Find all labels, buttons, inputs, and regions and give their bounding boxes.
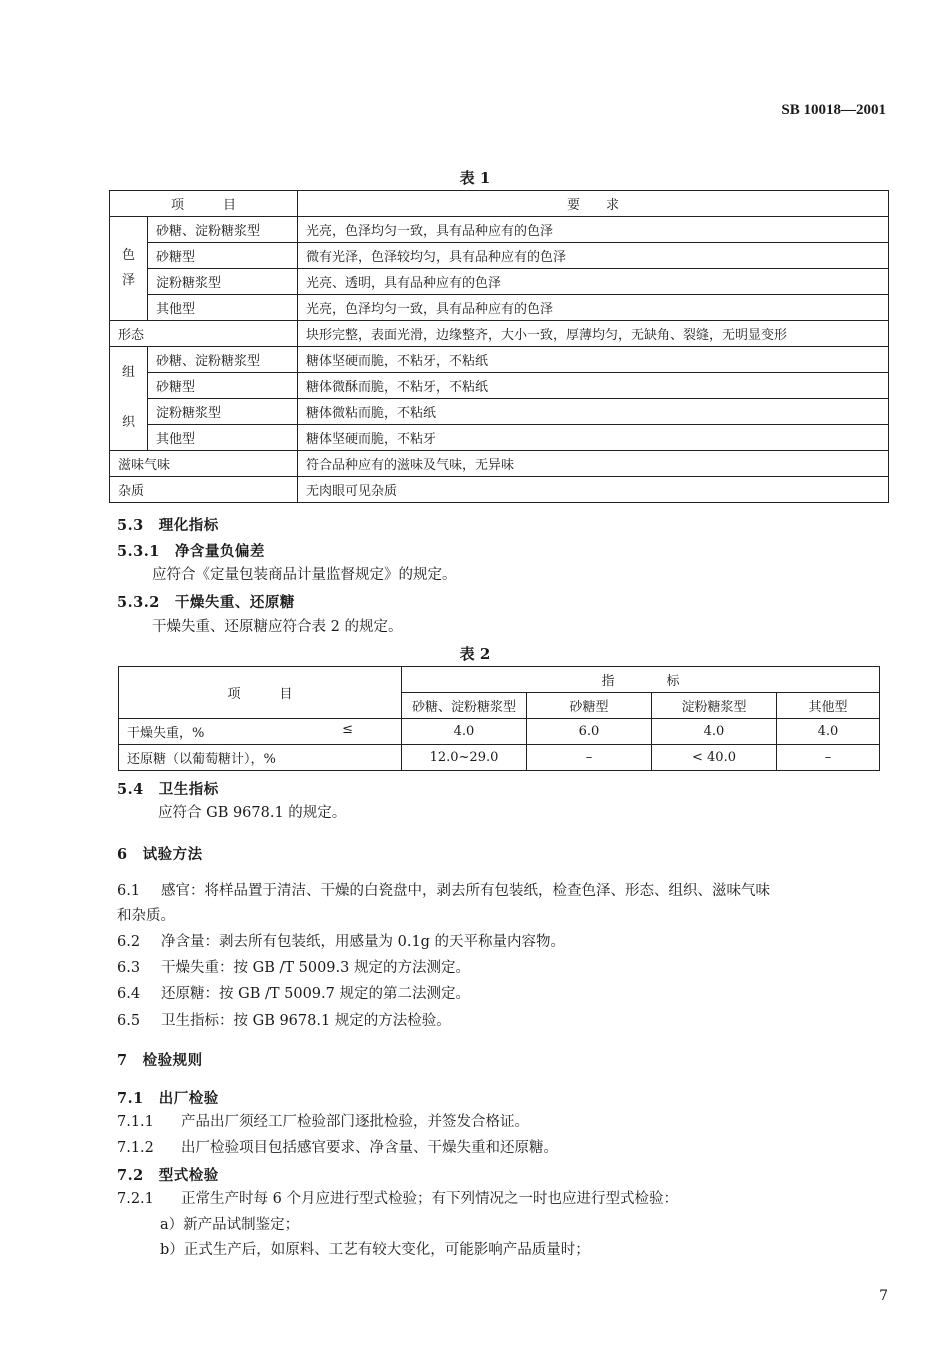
section-5-3-2-title: 5.3.2 干燥失重、还原糖: [117, 594, 295, 611]
section-6-4: [117, 983, 470, 1005]
section-5-4-text: 应符合 GB 9678.1 的规定。: [158, 805, 347, 821]
table1: [109, 190, 889, 503]
table-row: [110, 451, 889, 477]
section-6-1: [117, 880, 770, 902]
table-row: [110, 295, 889, 321]
table-cell: 糖体微酥而脆，不粘牙，不粘纸: [298, 373, 889, 399]
table1-caption: 表 1: [459, 169, 491, 187]
table-row: [110, 269, 889, 295]
clause-number: 7.1.2: [117, 1140, 154, 1156]
table-cell: 滋味气味: [110, 451, 298, 477]
section-6-1-cont: 和杂质。: [117, 908, 175, 924]
section-5-3-1-title: 5.3.1 净含量负偏差: [117, 543, 265, 560]
table-cell: [119, 745, 402, 771]
table-cell: 淀粉糖浆型: [148, 269, 298, 295]
group-label-texture: 组 织: [110, 347, 148, 451]
table2-col-head: 其他型: [777, 693, 880, 719]
row-label: 干燥失重，%: [127, 726, 205, 741]
section-5-3-title: 5.3 理化指标: [117, 517, 219, 534]
section-5-3-1-text: 应符合《定量包装商品计量监督规定》的规定。: [152, 567, 457, 583]
table-row: [110, 425, 889, 451]
clause-text: 出厂检验项目包括感官要求、净含量、干燥失重和还原糖。: [181, 1140, 558, 1156]
section-7-2-title: 7.2 型式检验: [117, 1167, 219, 1184]
table-cell: < 40.0: [652, 745, 777, 771]
section-7-2-1: [117, 1188, 678, 1210]
table-row: [110, 243, 889, 269]
clause-number: 6.4: [117, 986, 141, 1002]
table-cell: 其他型: [148, 425, 298, 451]
section-6-3: [117, 957, 470, 979]
table-cell: 砂糖、淀粉糖浆型: [148, 217, 298, 243]
table-cell: 4.0: [777, 719, 880, 745]
clause-number: 6.1: [117, 883, 141, 899]
table2-caption: 表 2: [459, 645, 491, 663]
table-cell: 杂质: [110, 477, 298, 503]
table-cell: 12.0~29.0: [402, 745, 527, 771]
table-cell: 砂糖型: [148, 243, 298, 269]
table-cell: 糖体微粘而脆，不粘纸: [298, 399, 889, 425]
table2-head-index: 指 标: [402, 667, 880, 693]
table1-head-item: 项 目: [110, 191, 298, 217]
section-6-5: [117, 1010, 451, 1032]
table-row: [110, 477, 889, 503]
table-cell: –: [777, 745, 880, 771]
clause-number: 7.2.1: [117, 1191, 154, 1207]
table-cell: 糖体坚硬而脆，不粘牙: [298, 425, 889, 451]
clause-number: 6.2: [117, 934, 141, 950]
table-cell: [119, 719, 402, 745]
table-row: [110, 217, 889, 243]
table-cell: 4.0: [652, 719, 777, 745]
table-row: [119, 719, 880, 745]
clause-text: 正常生产时每 6 个月应进行型式检验；有下列情况之一时也应进行型式检验：: [181, 1191, 678, 1207]
table-cell: 其他型: [148, 295, 298, 321]
table2-col-head: 砂糖、淀粉糖浆型: [402, 693, 527, 719]
clause-text: 产品出厂须经工厂检验部门逐批检验，并签发合格证。: [181, 1114, 529, 1130]
row-label: 还原糖（以葡萄糖计），%: [127, 752, 276, 767]
table-cell: 砂糖、淀粉糖浆型: [148, 347, 298, 373]
document-number: SB 10018—2001: [781, 102, 886, 118]
table1-header-row: [110, 191, 889, 217]
clause-text: 净含量：剥去所有包装纸，用感量为 0.1g 的天平称量内容物。: [161, 934, 566, 950]
section-7-title: 7 检验规则: [117, 1052, 203, 1069]
table2-col-head: 砂糖型: [527, 693, 652, 719]
table-cell: 淀粉糖浆型: [148, 399, 298, 425]
group-label-color: 色 泽: [110, 217, 148, 321]
clause-text: 卫生指标：按 GB 9678.1 规定的方法检验。: [161, 1013, 451, 1029]
table2-header-row: [119, 667, 880, 693]
section-5-3-2-text: 干燥失重、还原糖应符合表 2 的规定。: [152, 619, 403, 635]
section-6-title: 6 试验方法: [117, 846, 203, 863]
table-row: [110, 399, 889, 425]
table-cell: –: [527, 745, 652, 771]
clause-number: 6.5: [117, 1013, 141, 1029]
clause-text: 还原糖：按 GB /T 5009.7 规定的第二法测定。: [161, 986, 470, 1002]
table1-head-req: 要 求: [298, 191, 889, 217]
table-row: [110, 373, 889, 399]
clause-number: 7.1.1: [117, 1114, 154, 1130]
table-cell: 糖体坚硬而脆，不粘牙，不粘纸: [298, 347, 889, 373]
section-5-4-title: 5.4 卫生指标: [117, 781, 219, 798]
table-cell: 光亮、透明，具有品种应有的色泽: [298, 269, 889, 295]
table-row: [110, 321, 889, 347]
table-cell: 6.0: [527, 719, 652, 745]
table-cell: 符合品种应有的滋味及气味，无异味: [298, 451, 889, 477]
row-operator: ≤: [342, 722, 353, 737]
table-row: [119, 745, 880, 771]
section-6-2: [117, 931, 565, 953]
page-number: 7: [879, 1288, 888, 1304]
clause-number: 6.3: [117, 960, 141, 976]
section-7-1-2: [117, 1137, 558, 1159]
clause-text: 感官：将样品置于清洁、干燥的白瓷盘中，剥去所有包装纸，检查色泽、形态、组织、滋味气味: [161, 883, 770, 899]
table-cell: 形态: [110, 321, 298, 347]
table-cell: 4.0: [402, 719, 527, 745]
clause-text: 干燥失重：按 GB /T 5009.3 规定的方法测定。: [161, 960, 470, 976]
table-row: [110, 347, 889, 373]
table-cell: 微有光泽，色泽较均匀，具有品种应有的色泽: [298, 243, 889, 269]
table-cell: 无肉眼可见杂质: [298, 477, 889, 503]
list-item-a: a）新产品试制鉴定；: [160, 1217, 300, 1233]
table-cell: 块形完整，表面光滑，边缘整齐，大小一致，厚薄均匀，无缺角、裂缝，无明显变形: [298, 321, 889, 347]
section-7-1-1: [117, 1111, 529, 1133]
list-item-b: b）正式生产后，如原料、工艺有较大变化，可能影响产品质量时；: [160, 1242, 590, 1258]
table-cell: 光亮，色泽均匀一致，具有品种应有的色泽: [298, 295, 889, 321]
table-cell: 砂糖型: [148, 373, 298, 399]
table-cell: 光亮，色泽均匀一致，具有品种应有的色泽: [298, 217, 889, 243]
table2: [118, 666, 880, 771]
table2-head-item: 项 目: [119, 667, 402, 719]
table2-col-head: 淀粉糖浆型: [652, 693, 777, 719]
section-7-1-title: 7.1 出厂检验: [117, 1090, 219, 1107]
